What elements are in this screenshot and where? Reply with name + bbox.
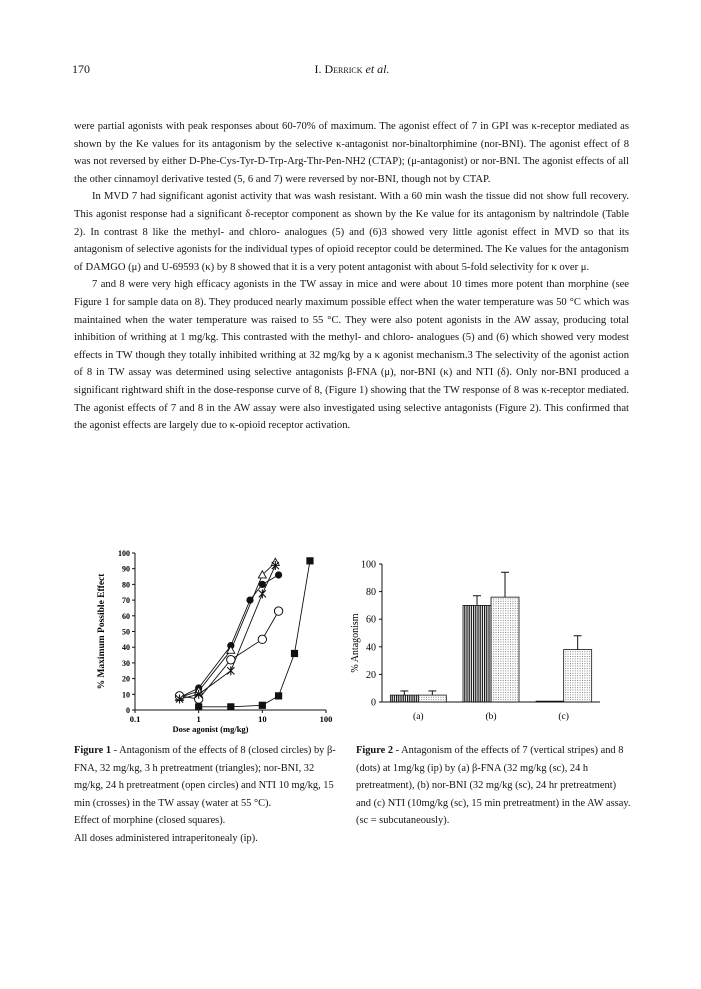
point-closed-square xyxy=(306,557,313,564)
figure-1-caption-line3: All doses administered intraperitonealy (ip). xyxy=(74,832,258,844)
series-line-open-circle xyxy=(180,611,279,699)
series-line-closed-square xyxy=(199,561,310,707)
y-tick-label: 40 xyxy=(366,642,376,654)
y-tick-label: 70 xyxy=(122,596,130,606)
bar-vertical-stripes xyxy=(463,605,491,702)
y-tick-label: 20 xyxy=(122,674,130,684)
point-closed-square xyxy=(259,702,266,709)
paragraph-1: were partial agonists with peak responses about 60-70% of maximum. The agonist effect of 7 in GPI was κ-receptor mediated as shown by the Ke values for its antagonism by the selective κ-antagonist nor-binaltorphimine (nor-BNI). The agonist effect of 8 was not reversed by either D-Phe-Cys-Tyr-D-Trp-Arg-Thr-Pen-NH2 (CTAP); (μ-antagonist) or nor-BNI. The agonist effects of all the other cinnamoyl derivative tested (5, 6 and 7) were reversed by nor-BNI, though not by CTAP. xyxy=(74,121,629,185)
running-head xyxy=(72,62,632,77)
y-tick-label: 80 xyxy=(122,580,130,590)
x-tick-label: 0.1 xyxy=(129,714,141,724)
figure-1-caption-label: Figure 1 xyxy=(74,745,112,756)
y-tick-label: 20 xyxy=(366,669,376,681)
category-label: (a) xyxy=(413,712,424,722)
category-label: (b) xyxy=(485,712,497,722)
point-open-circle xyxy=(258,635,266,643)
bar-vertical-stripes xyxy=(390,695,418,702)
figure-2-caption-text: - Antagonism of the effects of 7 (vertical stripes) and 8 (dots) at 1mg/kg (ip) by (a) β-FNA (32 mg/kg (sc), 24 h pretreatment), (b) nor-BNI (32 mg/kg (sc), 24 hr pretreatment) and (c) NTI (10mg/kg (sc), 15 min pretreatment) in the AW assay. xyxy=(356,745,631,809)
point-closed-square xyxy=(275,692,282,699)
y-axis-label: % Antagonism xyxy=(350,613,361,673)
y-tick-label: 0 xyxy=(371,697,376,709)
y-tick-label: 90 xyxy=(122,564,130,574)
y-tick-label: 100 xyxy=(361,559,376,571)
category-label: (c) xyxy=(558,712,569,722)
x-tick-label: 1 xyxy=(196,714,201,724)
point-closed-circle xyxy=(275,571,282,578)
paragraph-3: 7 and 8 were very high efficacy agonists in the TW assay in mice and were about 10 times more potent than morphine (see Figure 1 for sample data on 8). They produced nearly maximum possible effect when the water temperature was 50 °C which was maintained when the water temperature was raised to 55 °C. They were also potent agonists in the AW assay, producing total inhibition of writhing at 1 mg/kg. This contrasted with the methyl- and chloro- analogues (5) and (6) which showed very modest effects in TW though they totally inhibited writhing at 32 mg/kg by a κ agonist mechanism.3 The selectivity of the agonist action of 8 in TW assay was determined using selective antagonists β-FNA (μ), nor-BNI (κ) and NTI (δ). Only nor-BNI produced a significant rightward shift in the dose-response curve of 8, (Figure 1) showing that the TW response of 8 was κ-receptor mediated. The agonist effects of 7 and 8 in the AW assay were also investigated using selective antagonists (Figure 2). This confirmed that the agonist effects are largely due to κ-opioid receptor activation. xyxy=(74,279,629,432)
point-closed-square xyxy=(195,703,202,710)
y-tick-label: 80 xyxy=(366,587,376,599)
x-tick-label: 10 xyxy=(258,714,267,724)
y-tick-label: 60 xyxy=(122,611,130,621)
y-tick-label: 0 xyxy=(126,706,130,715)
x-tick-label: 100 xyxy=(319,714,333,724)
y-tick-label: 40 xyxy=(122,643,130,653)
y-tick-label: 100 xyxy=(118,549,130,558)
bar-dots xyxy=(418,695,446,702)
point-closed-square xyxy=(291,650,298,657)
point-closed-square xyxy=(227,703,234,710)
point-open-circle xyxy=(274,607,282,615)
y-tick-label: 60 xyxy=(366,614,376,626)
paragraph-2: In MVD 7 had significant agonist activity that was wash resistant. With a 60 min wash the tissue did not show full recovery. This agonist response had a significant δ-receptor component as shown by the Ke value for its antagonism by naltrindole (Table 2). In contrast 8 like the methyl- and chloro- analogues (5) and (6)3 showed very little agonist effect in MVD so that its antagonism of selective agonists for the individual types of opioid receptor could be determined. The Ke values for the antagonism of DAMGO (μ) and U-69593 (κ) by 8 showed that it is a very potent antagonist with about 5-fold selectivity for κ over μ. xyxy=(74,191,629,273)
figure-1-caption-text: - Antagonism of the effects of 8 (closed circles) by β-FNA, 32 mg/kg, 3 h pretreatment (triangles); nor-BNI, 32 mg/kg, 24 h pretreatment (open circles) and NTI 10 mg/kg, 15 min (crosses) in the TW assay (water at 55 °C). xyxy=(74,745,336,809)
point-cross xyxy=(227,666,234,675)
y-tick-label: 30 xyxy=(122,658,130,668)
bar-dots xyxy=(491,597,519,702)
figure-2-caption-line2: (sc = subcutaneously). xyxy=(356,815,450,827)
y-tick-label: 50 xyxy=(122,627,130,637)
body-text xyxy=(74,118,629,435)
figure-2-caption xyxy=(356,742,631,830)
page-number: 170 xyxy=(72,62,90,76)
x-axis-label: Dose agonist (mg/kg) xyxy=(172,724,249,734)
y-tick-label: 10 xyxy=(122,690,130,700)
y-axis-label: % Maximum Possible Effect xyxy=(97,573,107,690)
figure-1-caption xyxy=(74,742,339,848)
figure-1-chart xyxy=(60,536,350,734)
figure-2-caption-label: Figure 2 xyxy=(356,745,394,756)
figure-1-caption-line2: Effect of morphine (closed squares). xyxy=(74,815,226,827)
figure-2-chart xyxy=(330,548,605,728)
running-head-authors: I. Derrick xyxy=(314,62,363,76)
running-head-etal: et al. xyxy=(365,62,390,76)
point-cross xyxy=(259,589,266,598)
bar-dots xyxy=(564,650,592,702)
page-header xyxy=(72,62,632,78)
